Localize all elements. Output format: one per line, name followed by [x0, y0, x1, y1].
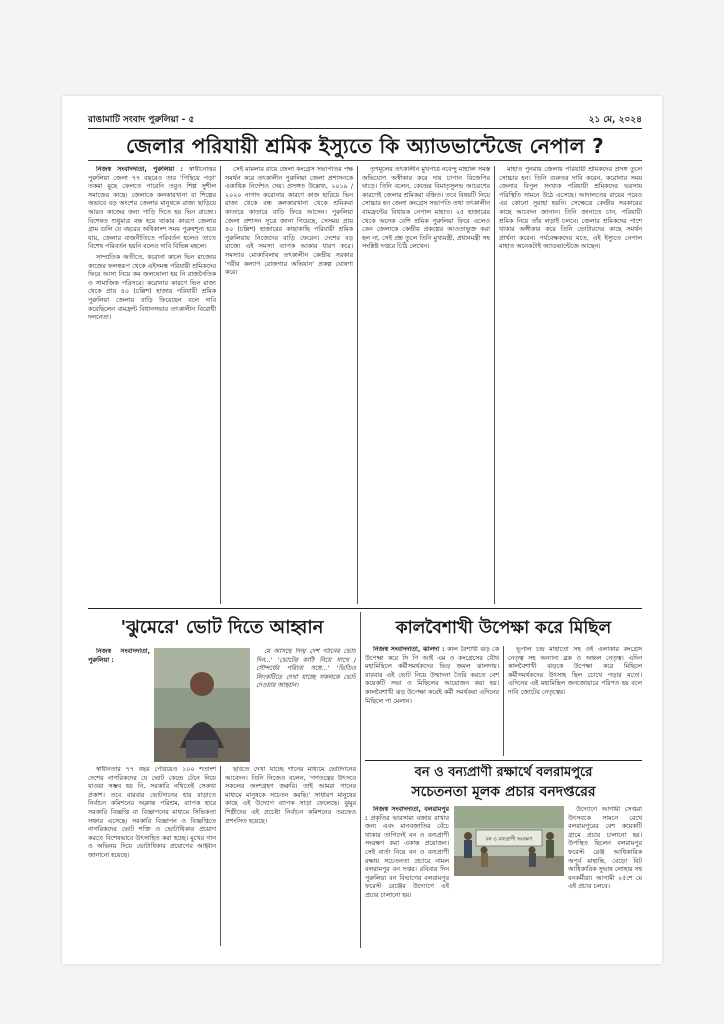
article1-col4-text: মাহাত পুনরায় জেলায় পরিযায়ী শ্রমিকদের প্রসঙ্গ তুলে সোচ্চার হন। তিনি গুরুতর দাবি করেন, করোনার সময় জেলার বিপুল সংখ্যক পরিযায়ী শ্রমিকদের ভরসায় পরিস্থিতি সামনে উঠে এসেছে। আদালতের রায়ের পরেও এর কোনো সুরাহা হয়নি। সেক্ষেত্রে কেন্দ্রীয় সরকারের কাছে আবেদন জানান। তিনি জানাতে চান, পরিযায়ী শ্রমিক নিয়ে তাঁর লড়াই চলবে। জেলার শ্রমিকদের পাশে থাকার অঙ্গীকার করে তিনি ভোটারদের কাছে সমর্থন প্রার্থনা করেন। পর্যবেক্ষকদের মতে, এই ইস্যুতে নেপাল মাহাত অনেকটাই অ্যাডভান্টেজে আছেন। — [499, 166, 642, 251]
page-masthead — [88, 110, 642, 129]
article4-photo — [454, 806, 564, 876]
newspaper-page — [62, 96, 662, 964]
singer-photo — [154, 648, 250, 762]
article3-col1-text: কাল বৈশাখী ঝড় কে উপেক্ষা করে সি পি আই এম ও কংগ্রেসের যৌথ মহামিছিলে কর্মীসমর্থকদের ভিড় জমল ঝালদায়। বারবার এই ভোট নিয়ে উন্মাদনা তৈরি করতে বেশ কয়েকটি সভা ও মিছিলের আয়োজন করা হয়। কালবৈশাখী ঝড় উপেক্ষা করেই কর্মী সমর্থকরা এদিনের মিছিলে পা মেলান। — [365, 646, 499, 705]
article1-col2 — [225, 166, 353, 604]
rally-banner-text: বন ও বন্যপ্রাণী সংরক্ষণ — [485, 836, 533, 843]
forest-rally-photo — [454, 806, 564, 876]
article1-col3-text: তৃণমূলের তৎকালীন মুখপাত্র নবেন্দু মাহালি সমস্ত অভিযোগ অস্বীকার করে দায় চাপান বিজেপির ঘাড়ে। তিনি বলেন, কেন্দ্রের বিমাতৃসুলভ আচরণের কারণেই জেলার শ্রমিকরা বঞ্চিত। তবে বিষয়টি নিয়ে সোচ্চার হন জেলা কংগ্রেস সভাপতি তথা তৎকালীন বামফ্রন্টের বিধায়ক নেপাল মাহাত। ২৫ হাজারের থেকে অনেক বেশি শ্রমিক পুরুলিয়া ফিরে এলেও কেন জেলাকে কেন্দ্রীয় প্রকল্পের আওতাভুক্ত করা হল না, সেই প্রশ্ন তুলে তিনি মুখ্যমন্ত্রী, প্রধানমন্ত্রী সহ সংশ্লিষ্ট দপ্তরে চিঠি লেখেন। — [362, 166, 490, 251]
article4-headline-line1: বন ও বন্যপ্রাণী রক্ষার্থে বলরামপুরে — [414, 765, 593, 780]
article2-body2-text: ছবিতে দেখা যাচ্ছে গানের মাধ্যমে ভোটদানের আবেদন। তিনি নিজেও বলেন, 'গণতন্ত্রের উৎসবে সকলের অংশগ্রহণ জরুরি। তাই আমরা গানের মাধ্যমে মানুষকে সচেতন করছি।' সাধারণ মানুষের কাছে এই উদ্যোগ ব্যাপক সাড়া ফেলেছে। ঝুমুর শিল্পীদের এই প্রচেষ্টা নির্বাচন কমিশনের তরফেও প্রশংসিত হয়েছে। — [225, 766, 356, 825]
article4-byline: নিজস্ব সংবাদদাতা, বলরামপুর : — [365, 806, 449, 822]
article1-col3 — [362, 166, 490, 604]
article4-col2 — [568, 806, 642, 946]
article2-byline: নিজস্ব সংবাদদাতা, পুরুলিয়া : — [88, 648, 150, 664]
article4-headline-line2: সচেতনতা মূলক প্রচার বনদপ্তরের — [411, 784, 596, 800]
article2-lead — [88, 648, 150, 760]
masthead-section: রাঙামাটি সংবাদ পুরুলিয়া - ৫ — [88, 115, 195, 125]
article1-byline: নিজস্ব সংবাদদাতা, পুরুলিয়া : — [96, 166, 183, 173]
article2-body-text: স্বাধীনতার ৭৭ বছর পেরিয়েও ১০০ শতাংশ দেশের নাগরিকদের যে ভোট কেন্দ্রে টেনে নিয়ে যাওয়া সম্ভব হয় নি, সরকারি নথিতেই সেকথা প্রকাশ। তবে বারবার ভোটদানের হার বাড়াতে নির্বাচন কমিশনের অক্লান্ত পরিশ্রম, ব্যাপক হারে সরকারি বিজ্ঞপ্তি বা বিজ্ঞাপনের মাধ্যমে সিভিকতা সঞ্চার এসেছে। সরকারি বিজ্ঞাপন ও বিজ্ঞপ্তিতে নাগরিকদের ভোট শক্তি ও ভোটাধিকার প্রয়োগ করতে বিশেষভাবে উৎসাহিত করা হচ্ছে। মুখের গান ও অভিনয় দিয়ে ভোটাধিকার প্রয়োগের আহ্বান জানানো হয়েছে। — [88, 766, 216, 859]
article2-headline: 'ঝুমেরে' ভোট দিতে আহ্বান — [120, 617, 324, 638]
article2-col2 — [225, 766, 356, 946]
article3-headline: কালবৈশাখী উপেক্ষা করে মিছিল — [395, 618, 612, 638]
article3-col1 — [365, 646, 499, 756]
article4-col1-text: প্রকৃতির ভারসাম্য বজায় রাখার জন্য এবং মানবজাতির বেঁচে থাকার তাগিদেই বন ও বন্যপ্রাণী সংরক্ষণ করা একান্ত প্রয়োজন। সেই বার্তা নিয়ে বন ও বন্যপ্রাণী রক্ষায় সচেতনতা প্রচারে নামল বলরামপুর বন দপ্তর। রবিবার দিন পুরুলিয়া বন বিভাগের বলরামপুর ফরেস্ট রেঞ্জের উদ্যোগে এই প্রচার চালানো হয়। — [365, 814, 449, 899]
article1-col1 — [88, 166, 216, 604]
article4-col1 — [365, 806, 449, 946]
article2-col1 — [88, 766, 216, 946]
article3-col2-text: ভূপাল চন্দ্র মাহাতো সহ ওই এলাকার কংগ্রেস নেতৃত্ব সহ অন্যান্য ব্লক ও অঞ্চল নেতৃত্ব। এদিন কালবৈশাখী ঝড়কে উপেক্ষা করে মিছিলে কর্মীসমর্থকদের উৎসাহ ছিল চোখে পড়ার মতো। এদিনের এই মহামিছিল জনজোয়ারে পরিণত হয় বলে দাবি জোটের নেতৃত্বের। — [508, 646, 642, 696]
article1-col4 — [499, 166, 642, 604]
article2-quote-text: মে আসছে দিন/ দেশ গঠনের ভোট দিন...' 'ভোটের কাঠি নিয়ে সাথে / সৌন্দর্যের পরিচয় সঙ্গে...' 'ভিডিও লিংকটিতে দেখা যাচ্ছে সকলকে ভোট দেওয়ার আহ্বান। — [256, 648, 356, 690]
article3-col2 — [508, 646, 642, 756]
article3-byline: নিজস্ব সংবাদদাতা, ঝালদা : — [373, 646, 445, 653]
article1-col1-text: স্বাধীনোত্তর পুরুলিয়া জেলা ৭৭ বছরেও তার 'পিছিয়ে পড়া' তকমা মুছে ফেলতে পারেনি তবুও শিল্প সুশীল সমাজের কাছে। জেলাকে কলকারখানা বা শিল্পের অভাবে বড় অংশের জেলার মানুষকে রাজ্য ছাড়িয়ে আরও কাজের জন্য পাড়ি দিতে হয় ভিন রাজ্যে। বিশেষত শুধুমাত্র বন্ধ হয়ে থাকার কারণে জেলার গ্রাম গুলি যে বছরের অধিকাংশ সময় পুরুষশূন্য হয়ে যায়, জেলার বাজনীতিতে পরিবর্তন হলেও তাতে বিশেষ পরিবর্তন হয়নি বলেও দাবি বিভিন্ন মহলে। — [88, 166, 216, 251]
masthead-date: ২১ মে, ২০২৪ — [588, 115, 642, 125]
article1-headline: জেলার পরিযায়ী শ্রমিক ইস্যুতে কি অ্যাডভান্টেজে নেপাল ? — [88, 132, 642, 161]
article1-col2-text: সেই মামলার রায়ে জেলা কংগ্রেস সভাপতির পক্ষ সমর্থন করে তৎকালীন পুরুলিয়া জেলা প্রশাসনকে একাধিক নির্দেশও দেয়। প্রসঙ্গত উল্লেখ্য, ২০১৯ / ২০২০ নাগাদ করোনার কারণে কাজ হারিয়ে ভিন রাজ্য থেকে বন্ধ কলকারখানা থেকে শ্রমিকরা কাতারে কাতারে বাড়ি ফিরে আসেন। পুরুলিয়া জেলা প্রশাসন সূত্রে জানা গিয়েছে, সেসময় প্রায় ৪০ (চল্লিশ) হাজারের কাছাকাছি পরিযায়ী শ্রমিক পুরুলিয়ায় নিজেদের বাড়ি ফেরেন। দেশের বড় রাজ্যে এই সমস্যা ব্যাপক আকার ধারণ করে। সমস্যার মোকাবিলায় তৎকালীন কেন্দ্রীয় সরকার 'গরীব কল্যাণ রোজগার অভিযান' প্রকল্প ঘোষণা করে। — [225, 166, 353, 277]
article2-photo — [154, 648, 250, 762]
article2-quote — [256, 648, 356, 760]
article1-col1b-text: সাম্প্রতিক অতীতে, করোনা কালে ভিন রাজ্যের কাজের ফলস্বরূপ থেকে এইসমস্ত পরিযায়ী শ্রমিকদের ফিরে আসা নিয়ে কম জলঘোলা হয় নি রাজনৈতিক ও সামাজিক পরিসরে। করোনার কারণে ভিন রাজ্য থেকে প্রায় ৪০ (চল্লিশ) হাজার পরিযায়ী শ্রমিক পুরুলিয়া জেলায় বাড়ি ফিরেছেন বলে দাবি করেছিলেন বামফ্রন্ট বিধানসভার তৎকালীন বিরোধী দলনেতা। — [88, 253, 216, 322]
article4-col2-text: উদ্যোগে আগামী সেপ্তরা উৎসবকে সামনে রেখে বলরামপুরের বেশ কয়েকটি গ্রামে প্রচার চালানো হয়। উপস্থিত ছিলেন বলরামপুর ফরেস্ট রেঞ্জ আধিকারিক অপূর্ব মাহান্তি, বেড়ো বিট আধিকারিক সুভাষ লোহার সহ বনকর্মীরা। আগামী ২৫শে মে এই প্রচার চলবে। — [568, 806, 642, 891]
